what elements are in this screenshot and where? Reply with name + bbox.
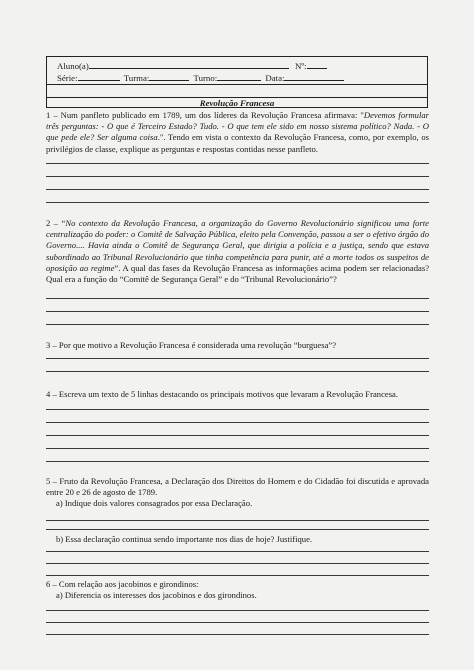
aluno-label: Aluno(a)	[57, 61, 89, 71]
q1-answer-line[interactable]	[46, 163, 429, 164]
q1-quote: Devemos formular três perguntas: - O que é Terceiro Estado? Tudo. - O que tem ele sido em nosso sistema político? Nada. - O que pede ele? Ser alguma coisa	[46, 110, 429, 143]
q4-answer-line[interactable]	[46, 422, 429, 423]
q5b-answer-line[interactable]	[46, 551, 429, 552]
question-6	[46, 579, 429, 601]
q6a-answer-line[interactable]	[46, 622, 429, 623]
q6a-answer-line[interactable]	[46, 634, 429, 635]
student-name-row	[57, 60, 327, 71]
header-divider	[47, 84, 427, 85]
q1-text-a: 1 – Num panfleto publicado em 1789, um dos líderes da Revolução Francesa afirmava: "	[46, 110, 364, 120]
question-4: 4 – Escreva um texto de 5 linhas destacando os principais motivos que levaram a Revolução Francesa.	[46, 389, 398, 399]
q2-answer-line[interactable]	[46, 298, 429, 299]
aluno-field[interactable]	[89, 60, 289, 69]
numero-label: Nº:	[294, 61, 307, 71]
q3-answer-line[interactable]	[46, 358, 429, 359]
q5a-answer-line[interactable]	[46, 520, 429, 521]
turno-label: Turno:	[193, 73, 218, 83]
document-title: Revolução Francesa	[199, 98, 275, 108]
class-info-row	[57, 72, 344, 83]
q4-answer-line[interactable]	[46, 461, 429, 462]
q2-text-b: ”. A qual das fases da Revolução Francesa as informações acima podem ser relacionadas? Qual era a função do “Comitê de Segurança Geral” e do “Tribunal Revolucionário”?	[46, 262, 430, 285]
q2-answer-line[interactable]	[46, 324, 429, 325]
q2-text-a: 2 – “	[46, 218, 66, 228]
q5a-answer-line[interactable]	[46, 529, 429, 530]
q4-answer-line[interactable]	[46, 435, 429, 436]
q1-answer-line[interactable]	[46, 189, 429, 190]
serie-label: Série:	[57, 73, 78, 83]
numero-field[interactable]	[307, 60, 327, 69]
student-info-box	[46, 56, 428, 108]
q2-quote: No contexto da Revolução Francesa, a organização do Governo Revolucionário significou uma forte centralização do poder: o Comitê de Salvação Pública, eleito pela Convenção, passou a ser o efetivo órgão do Governo.... Havia ainda o Comitê de Segurança Geral, que dirigia a polícia e a justiça, sendo que estava subordinado ao Tribunal Revolucionário que tinha competência para punir, até a morte todos os suspeitos de oposição ao regime	[46, 218, 429, 273]
turno-field[interactable]	[217, 72, 261, 81]
q6-item-a: a) Diferencia os interesses dos jacobinos e dos girondinos.	[56, 590, 257, 601]
q2-answer-line[interactable]	[46, 311, 429, 312]
question-5	[46, 476, 429, 510]
data-label: Data:	[265, 73, 285, 83]
turma-label: Turma:	[123, 73, 150, 83]
q1-answer-line[interactable]	[46, 176, 429, 177]
q6-text: 6 – Com relação aos jacobinos e girondinos:	[46, 579, 199, 589]
q5-item-b: b) Essa declaração continua sendo importante nos dias de hoje? Justifique.	[56, 534, 313, 544]
question-3: 3 – Por que motivo a Revolução Francesa é considerada uma revolução “burguesa”?	[46, 340, 337, 350]
question-2	[46, 218, 429, 285]
q5-text: 5 – Fruto da Revolução Francesa, a Declaração dos Direitos do Homem e do Cidadão foi discutida e aprovada entre 20 e 26 de agosto de 1789.	[46, 476, 429, 498]
question-1	[46, 110, 429, 155]
serie-field[interactable]	[78, 72, 120, 81]
q4-answer-line[interactable]	[46, 409, 429, 410]
q5b-answer-line[interactable]	[46, 575, 429, 576]
q1-answer-line[interactable]	[46, 202, 429, 203]
data-field[interactable]	[284, 72, 344, 81]
q5b-answer-line[interactable]	[46, 563, 429, 564]
q5-item-a: a) Indique dois valores consagrados por essa Declaração.	[56, 498, 253, 509]
q4-answer-line[interactable]	[46, 448, 429, 449]
turma-field[interactable]	[149, 72, 189, 81]
q6a-answer-line[interactable]	[46, 610, 429, 611]
q3-answer-line[interactable]	[46, 371, 429, 372]
q1-text-b: .". Tendo em vista o contexto da Revolução Francesa, como, por exemplo, os privilégios de classe, explique as perguntas e respostas contidas nesse panfleto.	[46, 132, 429, 154]
question-5b	[46, 534, 429, 545]
